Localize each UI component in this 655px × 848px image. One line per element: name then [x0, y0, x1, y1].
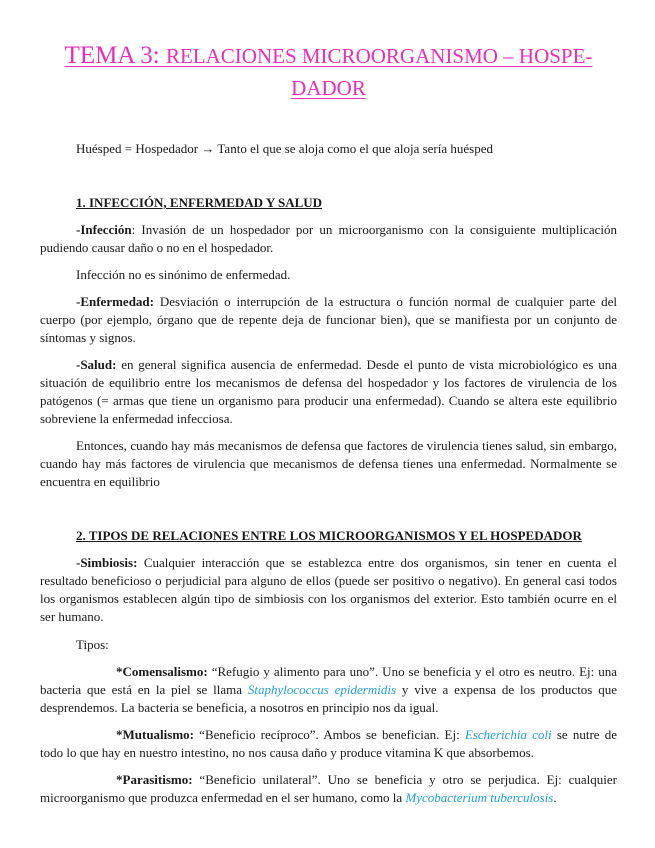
title-continuation: DADOR — [291, 76, 366, 100]
paragraph-mutualismo — [40, 726, 617, 762]
term-comensalismo: *Comensalismo: — [116, 664, 208, 679]
tipos-label: Tipos: — [76, 637, 109, 652]
paragraph-conclusion: Entonces, cuando hay más mecanismos de defensa que factores de virulencia tienes salud, sin embargo, cuando hay más factores de virulencia que mecanismos de defensa tienes una enfermedad. Normalmente se encuentra en equilibrio — [40, 438, 617, 489]
section-heading-2: 2. TIPOS DE RELACIONES ENTRE LOS MICROORGANISMOS Y EL HOSPEDADOR — [76, 528, 582, 543]
species-escherichia: Escherichia coli — [464, 727, 552, 742]
paragraph-salud — [40, 356, 617, 428]
paragraph-infeccion — [40, 221, 617, 257]
paragraph-parasitismo — [40, 771, 617, 807]
term-infeccion: -Infección — [76, 222, 132, 237]
term-enfermedad: -Enfermedad: — [76, 294, 154, 309]
paragraph-enfermedad — [40, 293, 617, 347]
term-parasitismo: *Parasitismo: — [116, 772, 193, 787]
text-mutualismo-2: se nutre de todo lo que hay en nuestro intestino, no nos causa daño y produce vitamina K que absorbemos. — [40, 727, 617, 760]
species-staphylococcus: Staphylococcus epidermidis — [247, 682, 397, 697]
page-title — [40, 0, 617, 104]
title-main: RELACIONES MICROORGANISMO – HOSPE- — [165, 44, 593, 68]
text-enfermedad: Desviación o interrupción de la estructura o función normal de cualquier parte del cuerpo (por ejemplo, órgano que de repente deja de funcionar bien), que se manifiesta por un conjunto de síntomas y signos. — [40, 294, 617, 345]
title-prefix: TEMA 3: — [64, 42, 166, 69]
text-simbiosis: Cualquier interacción que se establezca entre dos organismos, sin tener en cuenta el resultado beneficioso o perjudicial para alguno de ellos (puede ser positivo o negativo). En general casi todos los organismos establecen algún tipo de simbiosis con los organismos del exterior. Esto también ocurre en el ser humano. — [40, 555, 617, 624]
term-salud: -Salud: — [76, 357, 117, 372]
text-parasitismo-2: . — [553, 790, 557, 805]
text-mutualismo-1: “Beneficio recíproco”. Ambos se benefician. Ej: — [194, 727, 465, 742]
paragraph-simbiosis — [40, 554, 617, 626]
text-infeccion: : Invasión de un hospedador por un microorganismo con la consiguiente multiplicación pudiendo causar daño o no en el hospedador. — [40, 222, 617, 255]
paragraph-infeccion-note: Infección no es sinónimo de enfermedad. — [76, 267, 291, 282]
section-heading-1: 1. INFECCIÓN, ENFERMEDAD Y SALUD — [76, 195, 323, 210]
term-mutualismo: *Mutualismo: — [116, 727, 194, 742]
text-parasitismo-1: “Beneficio unilateral”. Uno se beneficia y otro se perjudica. Ej: cualquier microorganismo que produzca enfermedad en el ser humano, como la — [40, 772, 617, 805]
species-mycobacterium: Mycobacterium tuberculosis — [405, 790, 554, 805]
term-simbiosis: -Simbiosis: — [76, 555, 138, 570]
paragraph-comensalismo — [40, 663, 617, 717]
text-comensalismo-2: y vive a expensa de los productos que desprendemos. La bacteria se beneficia, a nosotros en principio nos da igual. — [40, 682, 617, 715]
text-salud: en general significa ausencia de enfermedad. Desde el punto de vista microbiológico es una situación de equilibrio entre los mecanismos de defensa del hospedador y los factores de virulencia de los patógenos (= armas que tiene un organismo para producir una enfermedad). Cuando se altera este equilibrio sobreviene la enfermedad infecciosa. — [40, 357, 617, 426]
text-comensalismo-1: “Refugio y alimento para uno”. Uno se beneficia y el otro es neutro. Ej: una bacteria que está en la piel se llama — [40, 664, 617, 697]
intro-definition: Huésped = Hospedador → Tanto el que se aloja como el que aloja sería huésped — [76, 141, 493, 156]
